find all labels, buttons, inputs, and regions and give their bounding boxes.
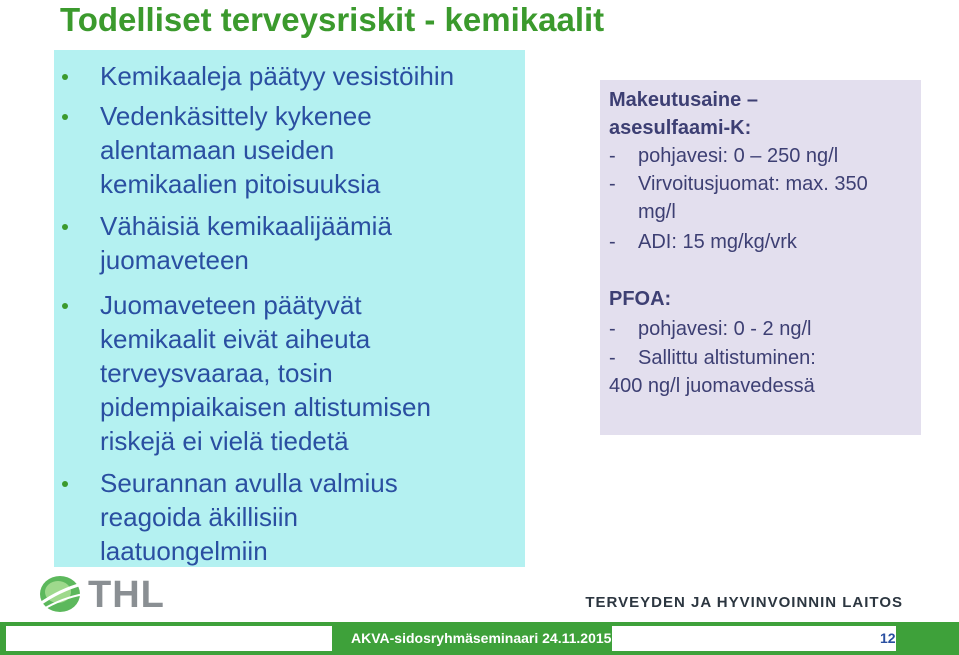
bullet-line: riskejä ei vielä tiedetä bbox=[100, 426, 349, 456]
footer-bar bbox=[0, 622, 959, 655]
bullet-dot-icon bbox=[62, 74, 68, 80]
dash-marker: - bbox=[609, 145, 616, 167]
sweetener-adi: ADI: 15 mg/kg/vrk bbox=[638, 231, 797, 253]
pfoa-allowed-exposure-value: 400 ng/l juomavedessä bbox=[609, 375, 815, 397]
bullet-line: juomaveteen bbox=[100, 245, 249, 275]
page-number: 12 bbox=[880, 630, 896, 646]
logo-text: THL bbox=[88, 574, 165, 616]
info-box bbox=[600, 80, 921, 435]
footer-panel-left bbox=[6, 626, 332, 651]
dash-marker: - bbox=[609, 347, 616, 369]
bullet-line: Kemikaaleja päätyy vesistöihin bbox=[100, 61, 455, 91]
footer-event: AKVA-sidosryhmäseminaari 24.11.2015 bbox=[351, 630, 612, 646]
bullet-line: terveysvaaraa, tosin bbox=[100, 358, 333, 388]
bullet-dot-icon bbox=[62, 481, 68, 487]
sweetener-heading-cont: asesulfaami-K: bbox=[609, 117, 752, 139]
thl-leaf-icon bbox=[36, 570, 88, 618]
bullet-dot-icon bbox=[62, 303, 68, 309]
bullet-dot-icon bbox=[62, 114, 68, 120]
dash-marker: - bbox=[609, 173, 616, 195]
bullet-line: alentamaan useiden bbox=[100, 135, 335, 165]
bullet-panel bbox=[54, 50, 525, 567]
bullet-line: Vähäisiä kemikaalijäämiä bbox=[100, 211, 392, 241]
bullet-line: pidempiaikaisen altistumisen bbox=[100, 392, 431, 422]
bullet-line: kemikaalit eivät aiheuta bbox=[100, 324, 371, 354]
sweetener-softdrinks-unit: mg/l bbox=[638, 201, 676, 223]
bullet-dot-icon bbox=[62, 224, 68, 230]
bullet-line: Juomaveteen päätyvät bbox=[100, 290, 362, 320]
thl-logo bbox=[36, 570, 176, 620]
sweetener-softdrinks: Virvoitusjuomat: max. 350 bbox=[638, 173, 868, 195]
bullet-line: Seurannan avulla valmius bbox=[100, 468, 398, 498]
bullet-line: kemikaalien pitoisuuksia bbox=[100, 169, 381, 199]
footer-panel-right bbox=[612, 626, 896, 651]
pfoa-heading: PFOA: bbox=[609, 288, 672, 310]
dash-marker: - bbox=[609, 318, 616, 340]
sweetener-heading: Makeutusaine – bbox=[609, 89, 758, 111]
bullet-line: Vedenkäsittely kykenee bbox=[100, 101, 372, 131]
dash-marker: - bbox=[609, 231, 616, 253]
sweetener-groundwater: pohjavesi: 0 – 250 ng/l bbox=[638, 145, 839, 167]
pfoa-allowed-exposure: Sallittu altistuminen: bbox=[638, 347, 816, 369]
organization-name: TERVEYDEN JA HYVINVOINNIN LAITOS bbox=[585, 594, 903, 611]
bullet-line: reagoida äkillisiin bbox=[100, 502, 298, 532]
slide-title: Todelliset terveysriskit - kemikaalit bbox=[60, 1, 605, 38]
pfoa-groundwater: pohjavesi: 0 - 2 ng/l bbox=[638, 318, 812, 340]
bullet-line: laatuongelmiin bbox=[100, 536, 268, 566]
